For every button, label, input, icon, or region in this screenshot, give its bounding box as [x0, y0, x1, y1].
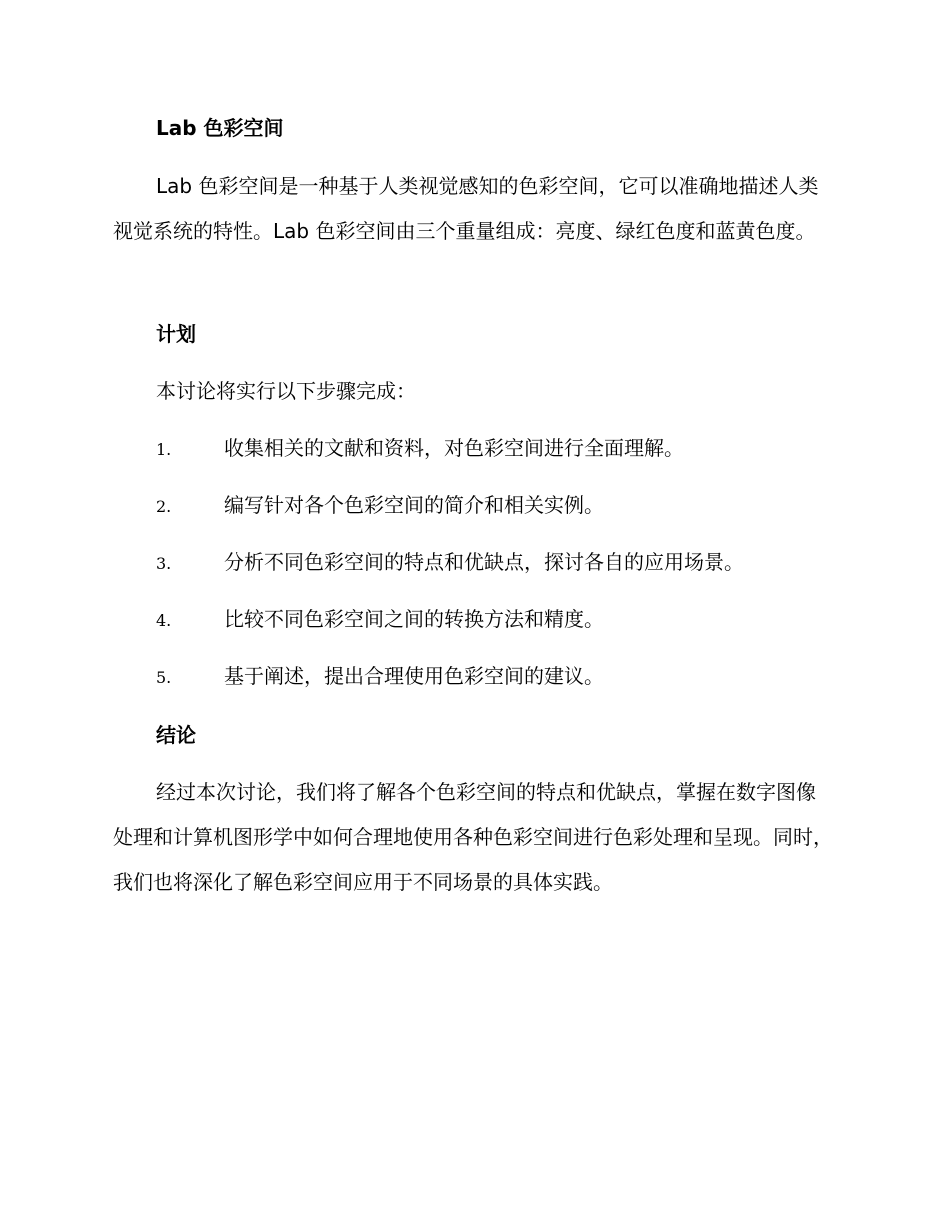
list-item-text: 编写针对各个色彩空间的简介和相关实例。	[224, 493, 604, 517]
list-item-text: 基于阐述，提出合理使用色彩空间的建议。	[224, 664, 604, 688]
list-item-number: 4.	[156, 611, 172, 630]
list-item-text: 收集相关的文献和资料，对色彩空间进行全面理解。	[224, 436, 684, 460]
list-item-text: 分析不同色彩空间的特点和优缺点，探讨各自的应用场景。	[224, 550, 744, 574]
plan-intro: 本讨论将实行以下步骤完成：	[156, 379, 416, 403]
conclusion-paragraph: 经过本次讨论，我们将了解各个色彩空间的特点和优缺点，掌握在数字图像处理和计算机图形学中如何合理地使用各种色彩空间进行色彩处理和呈现。同时，我们也将深化了解色彩空间应用于不同场景的具体实践。	[113, 780, 833, 894]
list-item-number: 5.	[156, 668, 172, 687]
section-heading-lab: Lab 色彩空间	[156, 116, 284, 140]
list-item-number: 3.	[156, 554, 172, 573]
section-heading-plan: 计划	[156, 322, 196, 346]
list-item-number: 2.	[156, 497, 172, 516]
list-item-text: 比较不同色彩空间之间的转换方法和精度。	[224, 607, 604, 631]
lab-paragraph: Lab 色彩空间是一种基于人类视觉感知的色彩空间，它可以准确地描述人类视觉系统的特性。Lab 色彩空间由三个重量组成：亮度、绿红色度和蓝黄色度。	[113, 174, 819, 243]
list-item-number: 1.	[156, 440, 172, 459]
section-heading-conclusion: 结论	[156, 723, 196, 747]
